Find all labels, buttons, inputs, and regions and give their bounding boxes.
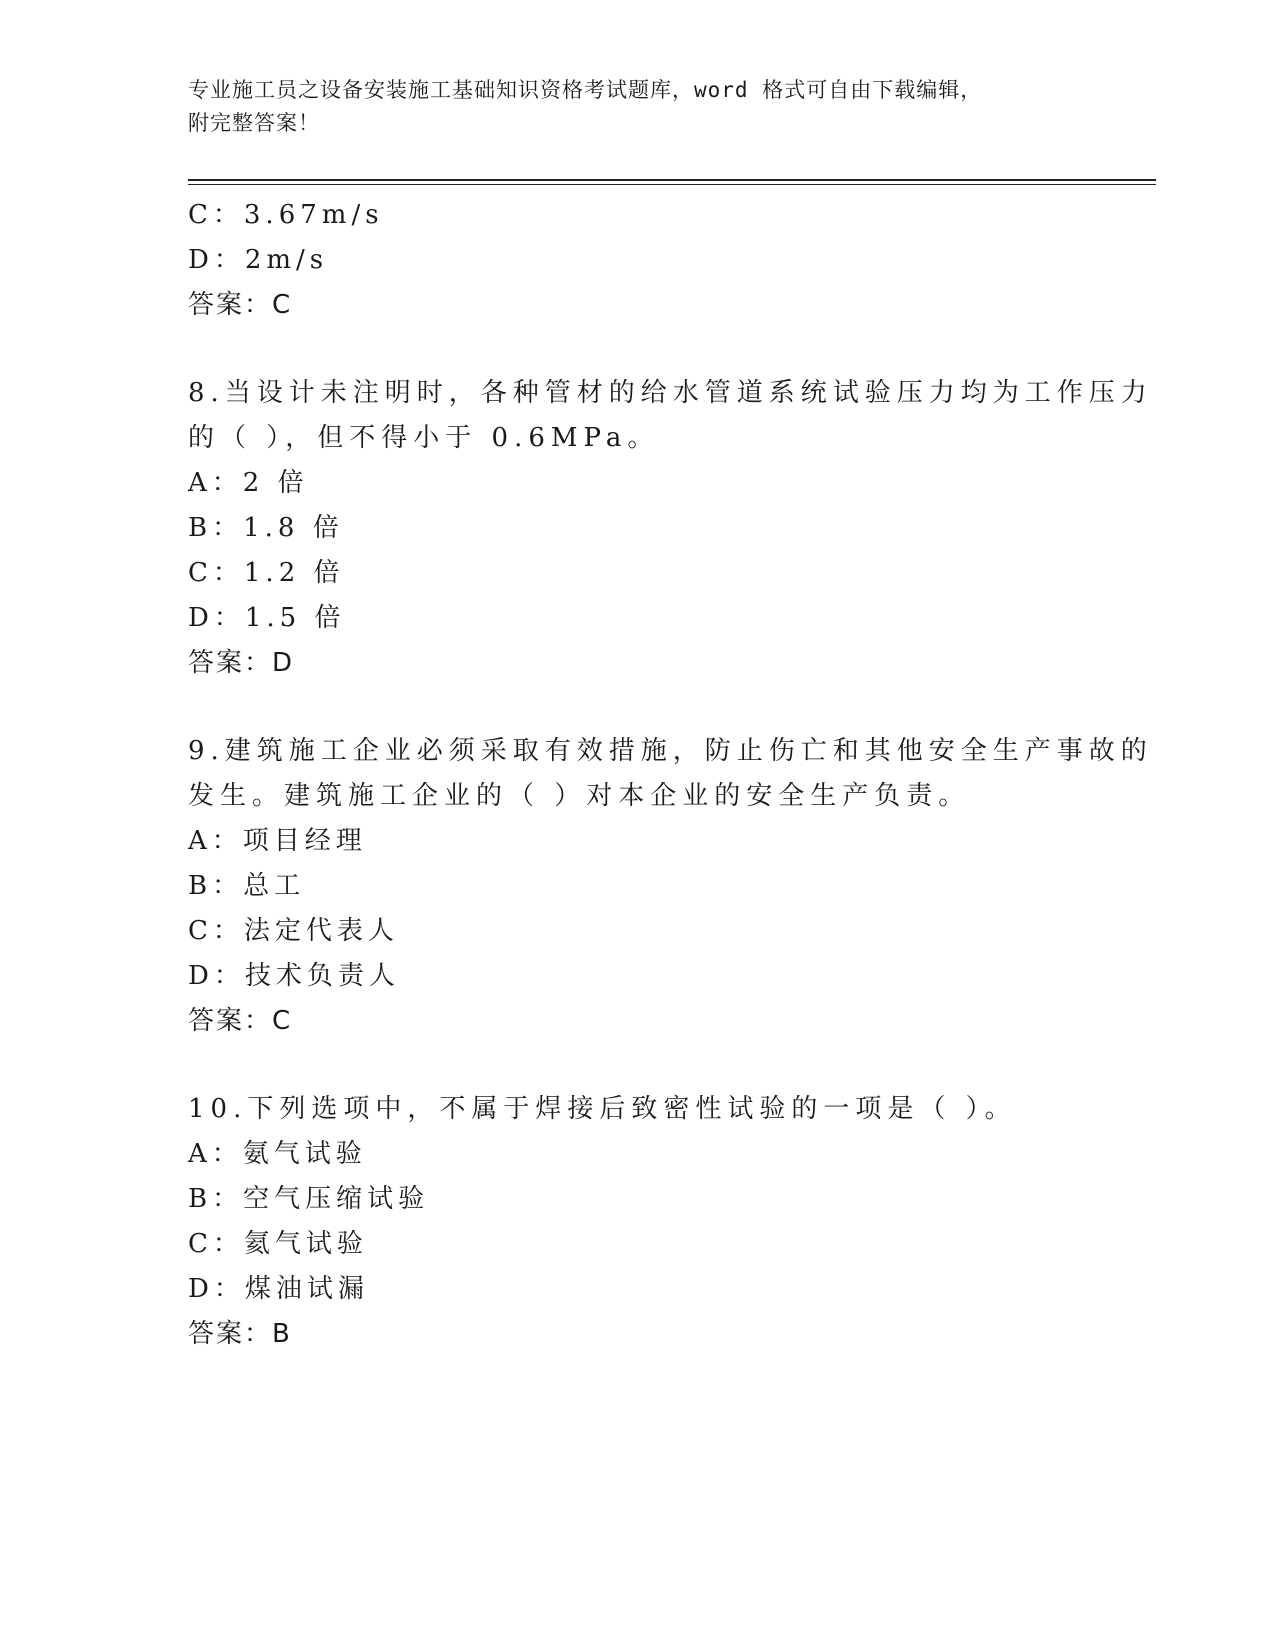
q10-stem-line-1: 10.下列选项中，不属于焊接后致密性试验的一项是（ ）。 xyxy=(188,1094,1017,1124)
q10-option-b: B：空气压缩试验 xyxy=(188,1184,430,1214)
header-line-2: 附完整答案！ xyxy=(188,111,320,135)
q9-stem-line-1: 9.建筑施工企业必须采取有效措施，防止伤亡和其他安全生产事故的 xyxy=(188,736,1153,766)
q10-option-c: C：氦气试验 xyxy=(188,1229,368,1259)
q10-option-d: D：煤油试漏 xyxy=(188,1274,369,1304)
q8-option-a: A：2 倍 xyxy=(188,468,309,498)
q7-answer: 答案：C xyxy=(188,290,293,320)
q9-option-b: B：总工 xyxy=(188,871,306,901)
header-line-1: 专业施工员之设备安装施工基础知识资格考试题库，word 格式可自由下载编辑， xyxy=(188,78,983,102)
document-header xyxy=(188,74,1088,140)
q9-stem-line-2: 发生。建筑施工企业的（ ）对本企业的安全生产负责。 xyxy=(188,781,971,811)
q8-stem-line-2: 的（ ），但不得小于 0.6MPa。 xyxy=(188,423,660,453)
q10-answer: 答案：B xyxy=(188,1319,292,1349)
q9-option-a: A：项目经理 xyxy=(188,826,367,856)
header-divider-thin xyxy=(188,184,1156,185)
q8-option-d: D：1.5 倍 xyxy=(188,603,346,633)
q8-option-b: B：1.8 倍 xyxy=(188,513,344,543)
q9-option-d: D：技术负责人 xyxy=(188,961,400,991)
q8-answer: 答案：D xyxy=(188,648,295,678)
q9-option-c: C：法定代表人 xyxy=(188,916,399,946)
q8-stem-line-1: 8.当设计未注明时，各种管材的给水管道系统试验压力均为工作压力 xyxy=(188,378,1153,408)
header-divider-thick xyxy=(188,179,1156,181)
q7-option-c: C：3.67m/s xyxy=(188,200,384,230)
q8-option-c: C：1.2 倍 xyxy=(188,558,345,588)
q7-option-d: D：2m/s xyxy=(188,245,329,275)
q9-answer: 答案：C xyxy=(188,1006,293,1036)
q10-option-a: A：氨气试验 xyxy=(188,1139,367,1169)
